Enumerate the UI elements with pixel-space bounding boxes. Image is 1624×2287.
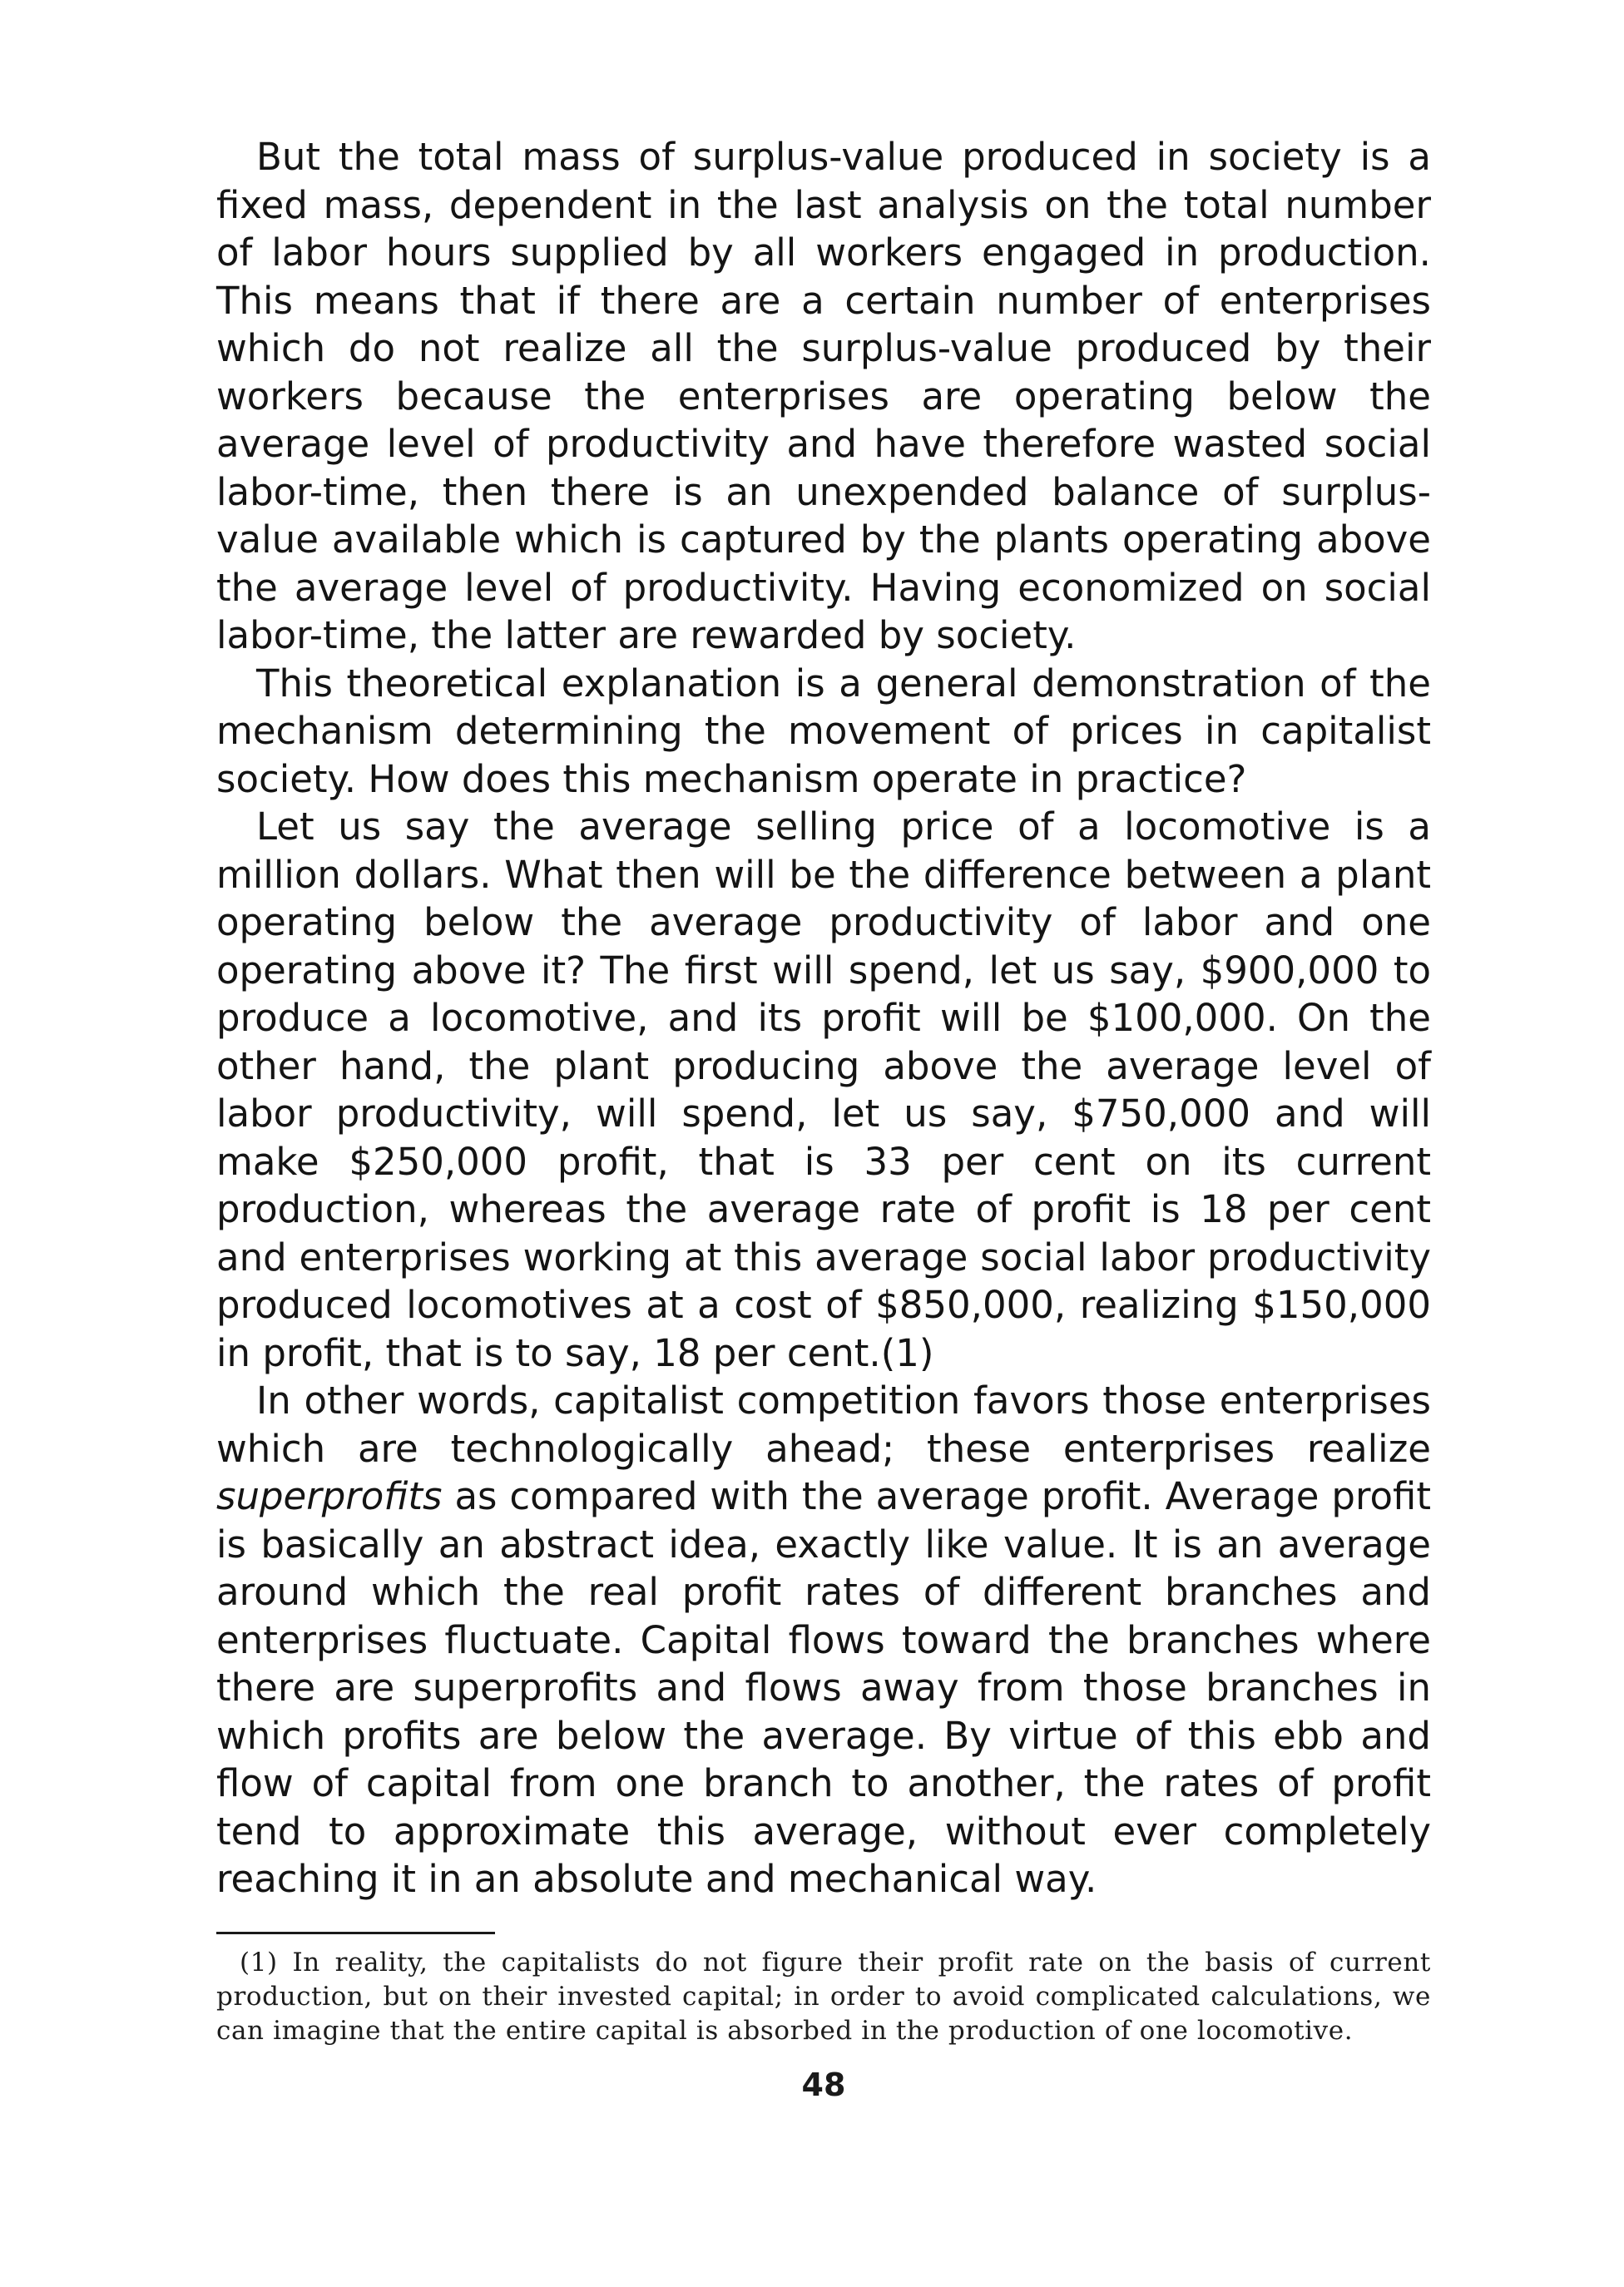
footnote: (1) In reality, the capitalists do not figure their profit rate on the basis of current production, but on their invested capital; in order to avoid complicated calculations, we can imagine that the entire capital is absorbed in the production of one locomotive. — [216, 1947, 1431, 2046]
paragraph-surplus-value: But the total mass of surplus-value produced in society is a fixed mass, dependent in the last analysis on the total number of labor hours supplied by all workers engaged in production. This means that if there are a certain number of enterprises which do not realize all the surplus-value produced by their workers because the enterprises are operating below the average level of productivity and have therefore wasted social labor-time, then there is an unexpended balance of surplus-value available which is captured by the plants operating above the average level of productivity. Having economized on social labor-time, the latter are rewarded by society. — [216, 135, 1431, 657]
superprofits-term: superprofits — [216, 1474, 443, 1518]
book-page — [216, 133, 1431, 2263]
paragraph-superprofits-lead: In other words, capitalist competition favors those enterprises which are technologically ahead; these enterprises realize — [216, 1379, 1431, 1471]
paragraph-locomotive-example: Let us say the average selling price of a locomotive is a million dollars. What then will be the difference between a plant operating below the average productivity of labor and one operating above it? The first will spend, let us say, $900,000 to produce a locomotive, and its profit will be $100,000. On the other hand, the plant producing above the average level of labor productivity, will spend, let us say, $750,000 and will make $250,000 profit, that is 33 per cent on its current production, whereas the average rate of profit is 18 per cent and enterprises working at this average social labor productivity produced locomotives at a cost of $850,000, realizing $150,000 in profit, that is to say, 18 per cent.(1) — [216, 804, 1431, 1375]
paragraph-superprofits — [216, 1377, 1431, 1903]
main-text — [216, 133, 1431, 1903]
page-number: 48 — [801, 2066, 846, 2103]
paragraph-theoretical-explanation: This theoretical explanation is a general demonstration of the mechanism determining the movement of prices in capitalist society. How does this mechanism operate in practice? — [216, 661, 1431, 801]
paragraph-superprofits-rest: as compared with the average profit. Average profit is basically an abstract idea, exactly like value. It is an average around which the real profit rates of different branches and enterprises fluctuate. Capital flows toward the branches where there are superprofits and flows away from those branches in which profits are below the average. By virtue of this ebb and flow of capital from one branch to another, the rates of profit tend to approximate this average, without ever completely reaching it in an absolute and mechanical way. — [216, 1474, 1431, 1901]
footnote-divider — [216, 1932, 495, 1934]
